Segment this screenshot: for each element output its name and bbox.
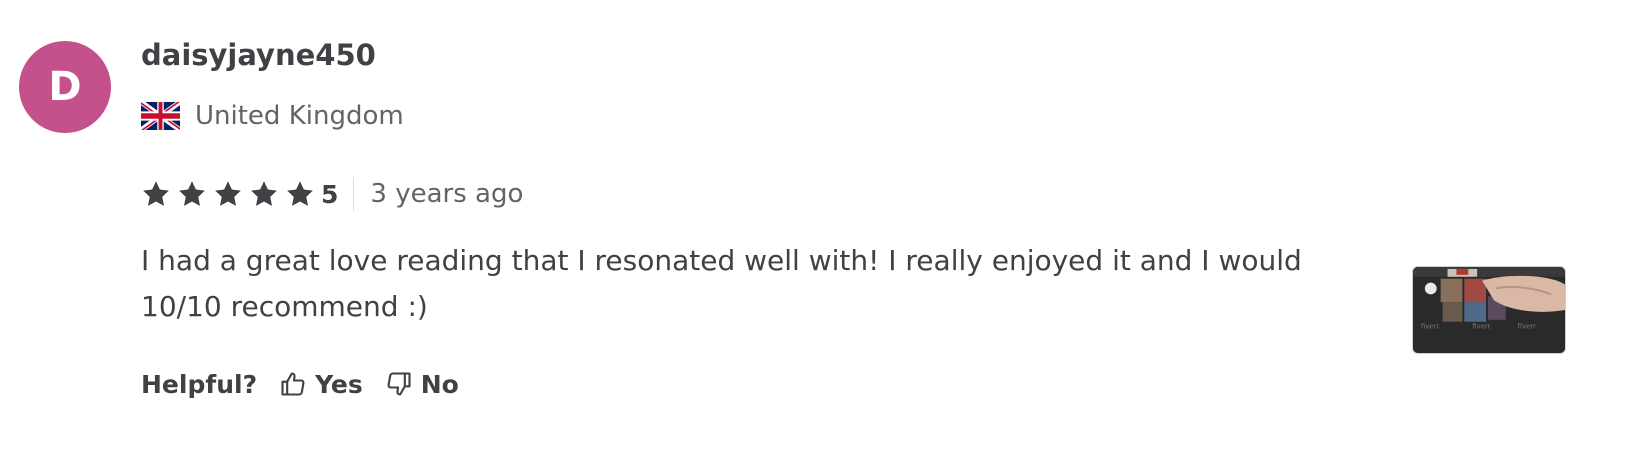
star-icon: [249, 179, 279, 209]
uk-flag-icon: [141, 102, 180, 130]
thumbs-down-icon: [385, 370, 413, 398]
divider: [353, 177, 354, 211]
review-attachment-thumbnail[interactable]: [1412, 266, 1566, 354]
rating-value: 5: [321, 179, 339, 209]
review-text: I had a great love reading that I resonated well with! I really enjoyed it and I would 10/10 recommend :): [141, 244, 1302, 323]
helpful-yes-button[interactable]: [279, 370, 363, 399]
yes-label: Yes: [315, 369, 363, 399]
reviewer-country: [141, 99, 404, 133]
watermark-1: fiverr.: [1420, 322, 1441, 331]
star-icon: [177, 179, 207, 209]
attachment-image: [1413, 267, 1565, 353]
watermark-3: fiverr.: [1517, 322, 1538, 331]
avatar-letter: D: [48, 64, 82, 110]
thumbs-up-icon: [279, 370, 307, 398]
rating-row: [141, 175, 523, 213]
country-name: United Kingdom: [195, 101, 404, 131]
avatar[interactable]: [19, 41, 111, 133]
star-icon: [213, 179, 243, 209]
review-time: 3 years ago: [370, 179, 524, 209]
helpful-label: Helpful?: [141, 369, 258, 399]
no-label: No: [420, 369, 459, 399]
reviewer-username[interactable]: daisyjayne450: [141, 38, 376, 72]
helpful-no-button[interactable]: [385, 370, 459, 399]
star-rating: [141, 179, 321, 209]
helpful-row: [141, 364, 459, 404]
star-icon: [141, 179, 171, 209]
watermark-2: fiverr.: [1472, 322, 1492, 331]
star-icon: [285, 179, 315, 209]
